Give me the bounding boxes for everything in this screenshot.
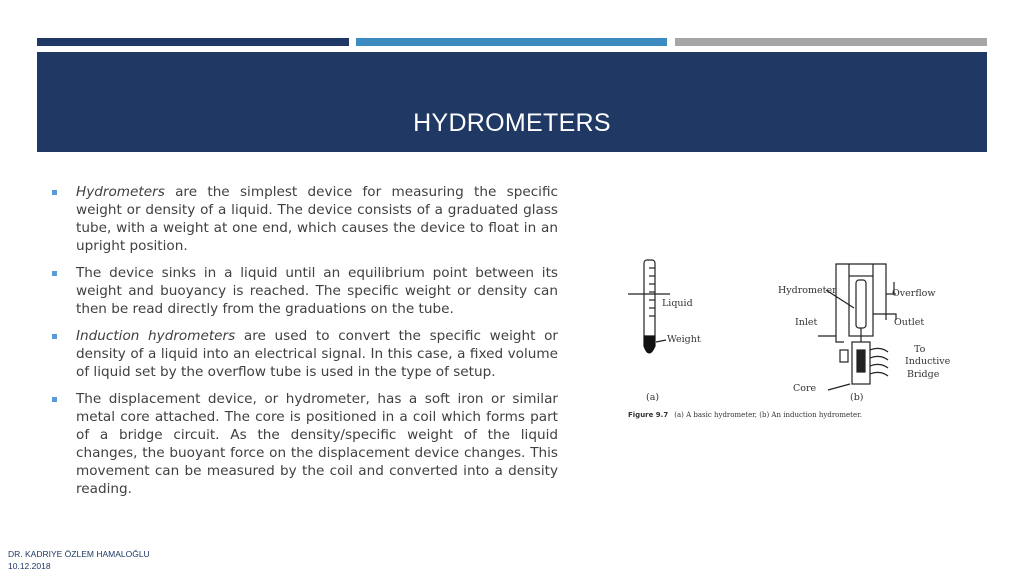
slide-title: HYDROMETERS bbox=[413, 109, 611, 137]
hydrometer-diagram bbox=[618, 250, 958, 410]
title-band bbox=[37, 52, 987, 152]
label-to: To bbox=[914, 344, 926, 355]
bullet-marker-icon bbox=[52, 334, 57, 339]
bullet-item bbox=[52, 264, 558, 318]
footer-date: 10.12.2018 bbox=[8, 561, 51, 571]
accent-bar-gray bbox=[675, 38, 987, 46]
bullet-marker-icon bbox=[52, 397, 57, 402]
induction-hydrometer-drawing bbox=[818, 264, 896, 390]
label-overflow: Overflow bbox=[892, 288, 936, 299]
label-outlet: Outlet bbox=[894, 317, 925, 328]
label-part-a: (a) bbox=[646, 392, 660, 403]
bullet-italic-lead: Induction hydrometers bbox=[76, 328, 236, 344]
bullet-marker-icon bbox=[52, 271, 57, 276]
bullet-item bbox=[52, 183, 558, 255]
bullet-item bbox=[52, 327, 558, 381]
bullet-text: The displacement device, or hydrometer, has a soft iron or similar metal core attached. The core is positioned in a coil which forms part of a bridge circuit. As the density/specific weight of the liquid changes, the buoyant force on the displacement device changes. This movement can be measured by the coil and converted into a density reading. bbox=[76, 391, 558, 497]
hydrometer-figure bbox=[618, 250, 958, 425]
label-core: Core bbox=[793, 383, 817, 394]
figure-caption-number: Figure 9.7 bbox=[628, 411, 669, 419]
label-inlet: Inlet bbox=[795, 317, 818, 328]
bullet-text: are used to convert the specific weight or density of a liquid into an electrical signal. In this case, a fixed volume of liquid set by the overflow tube is used in the type of setup. bbox=[76, 328, 558, 380]
figure-caption bbox=[628, 411, 862, 419]
label-liquid: Liquid bbox=[662, 298, 693, 309]
label-part-b: (b) bbox=[850, 392, 864, 403]
bullet-marker-icon bbox=[52, 190, 57, 195]
bullet-italic-lead: Hydrometers bbox=[76, 184, 165, 200]
footer-author: DR. KADRIYE ÖZLEM HAMALOĞLU bbox=[8, 549, 150, 559]
accent-bar-dark bbox=[37, 38, 349, 46]
bullet-text: are the simplest device for measuring the specific weight or density of a liquid. The device consists of a graduated glass tube, with a weight at one end, which causes the device to float in an upright position. bbox=[76, 184, 558, 254]
figure-caption-text: (a) A basic hydrometer, (b) An induction hydrometer. bbox=[674, 411, 862, 419]
label-weight: Weight bbox=[667, 334, 701, 345]
bullet-item bbox=[52, 390, 558, 498]
label-hydrometer: Hydrometer bbox=[778, 285, 837, 296]
label-inductive: Inductive bbox=[905, 356, 951, 367]
label-bridge: Bridge bbox=[907, 369, 940, 380]
bullet-text: The device sinks in a liquid until an equilibrium point between its weight and buoyancy is reached. The specific weight or density can then be read directly from the graduations on the tube. bbox=[76, 265, 558, 317]
accent-bar-blue bbox=[356, 38, 667, 46]
bullet-list bbox=[52, 183, 558, 498]
